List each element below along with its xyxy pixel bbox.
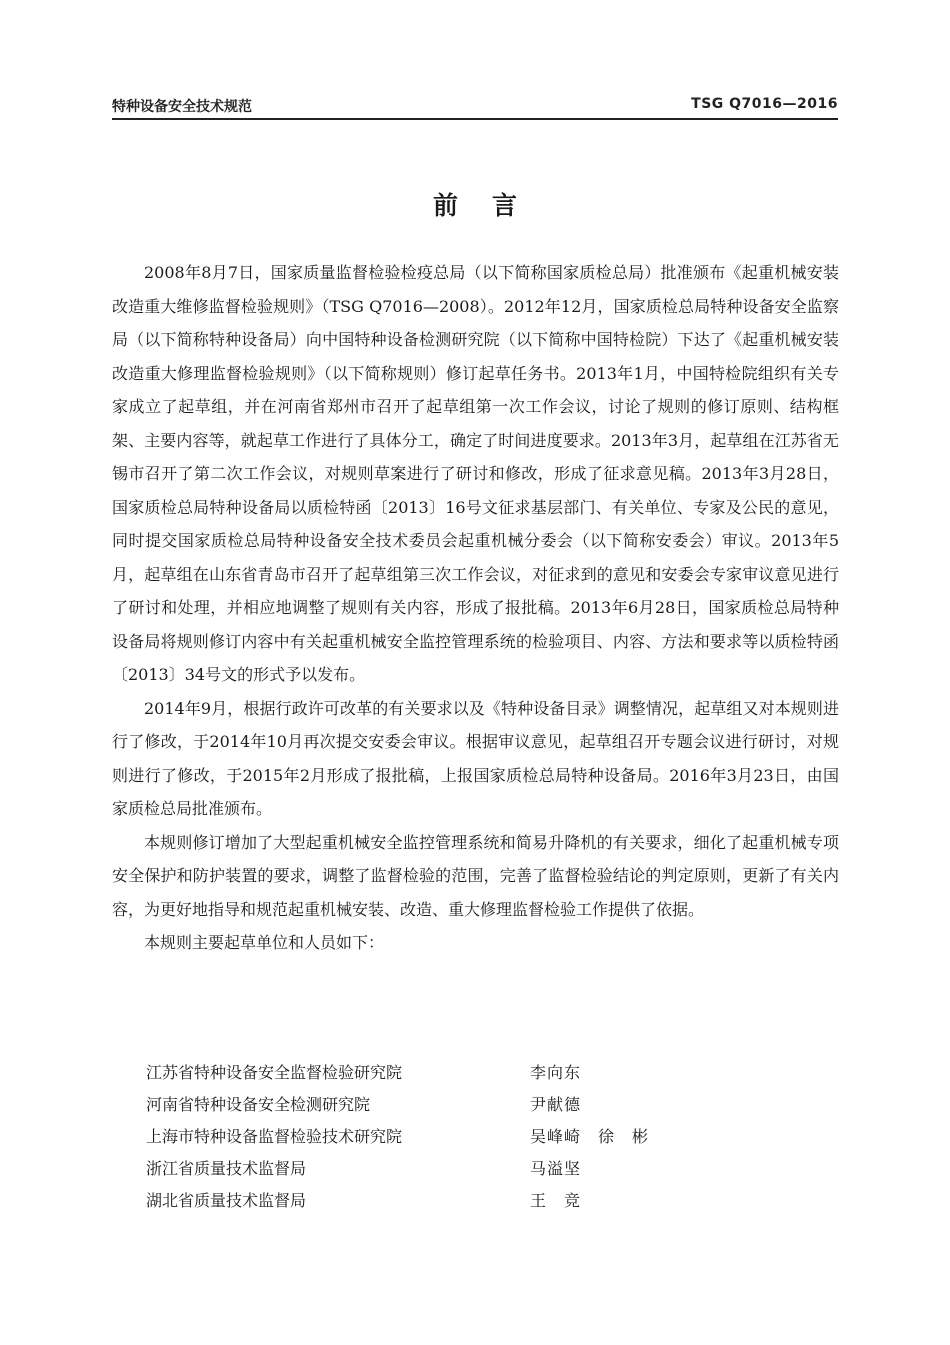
drafters-list xyxy=(146,1057,746,1217)
header-standard-number: TSG Q7016—2016 xyxy=(691,96,838,112)
preface-body xyxy=(112,256,839,960)
drafter-names: 吴峰崎 徐 彬 xyxy=(530,1127,650,1146)
drafter-organization: 上海市特种设备监督检验技术研究院 xyxy=(146,1127,403,1146)
drafter-row xyxy=(146,1185,746,1217)
drafter-row xyxy=(146,1057,746,1089)
drafter-organization: 湖北省质量技术监督局 xyxy=(146,1191,307,1210)
drafter-organization: 河南省特种设备安全检测研究院 xyxy=(146,1095,371,1114)
header-regulation-category: 特种设备安全技术规范 xyxy=(112,99,252,115)
drafter-organization: 浙江省质量技术监督局 xyxy=(146,1159,307,1178)
drafter-names: 尹献德 xyxy=(530,1095,582,1114)
drafter-organization: 江苏省特种设备安全监督检验研究院 xyxy=(146,1063,403,1082)
drafter-row xyxy=(146,1153,746,1185)
paragraph-drafters-intro: 本规则主要起草单位和人员如下： xyxy=(144,933,385,952)
page-title: 前言 xyxy=(432,191,551,220)
drafter-names: 王 竞 xyxy=(530,1191,582,1210)
drafter-names: 马溢坚 xyxy=(530,1159,582,1178)
drafter-names: 李向东 xyxy=(530,1063,582,1082)
paragraph-changes: 本规则修订增加了大型起重机械安全监控管理系统和简易升降机的有关要求，细化了起重机械专项安全保护和防护装置的要求，调整了监督检验的范围，完善了监督检验结论的判定原则，更新了有关内容，为更好地指导和规范起重机械安装、改造、重大修理监督检验工作提供了依据。 xyxy=(112,832,839,919)
running-header xyxy=(112,94,838,120)
paragraph-2014-revision: 2014年9月，根据行政许可改革的有关要求以及《特种设备目录》调整情况，起草组又对本规则进行了修改，于2014年10月再次提交安委会审议。根据审议意见，起草组召开专题会议进行研讨，对规则进行了修改，于2015年2月形成了报批稿，上报国家质检总局特种设备局。2016年3月23日，由国家质检总局批准颁布。 xyxy=(112,698,839,818)
drafter-row xyxy=(146,1121,746,1153)
paragraph-history: 2008年8月7日，国家质量监督检验检疫总局（以下简称国家质检总局）批准颁布《起重机械安装改造重大维修监督检验规则》（TSG Q7016—2008）。2012年12月，国家质检总局特种设备安全监察局（以下简称特种设备局）向中国特种设备检测研究院（以下简称中国特检院）下达了《起重机械安装改造重大修理监督检验规则》（以下简称规则）修订起草任务书。2013年1月，中国特检院组织有关专家成立了起草组，并在河南省郑州市召开了起草组第一次工作会议，讨论了规则的修订原则、结构框架、主要内容等，就起草工作进行了具体分工，确定了时间进度要求。2013年3月，起草组在江苏省无锡市召开了第二次工作会议，对规则草案进行了研讨和修改，形成了征求意见稿。2013年3月28日，国家质检总局特种设备局以质检特函〔2013〕16号文征求基层部门、有关单位、专家及公民的意见，同时提交国家质检总局特种设备安全技术委员会起重机械分委会（以下简称安委会）审议。2013年5月，起草组在山东省青岛市召开了起草组第三次工作会议，对征求到的意见和安委会专家审议意见进行了研讨和处理，并相应地调整了规则有关内容，形成了报批稿。2013年6月28日，国家质检总局特种设备局将规则修订内容中有关起重机械安全监控管理系统的检验项目、内容、方法和要求等以质检特函〔2013〕34号文的形式予以发布。 xyxy=(112,263,839,684)
drafter-row xyxy=(146,1089,746,1121)
